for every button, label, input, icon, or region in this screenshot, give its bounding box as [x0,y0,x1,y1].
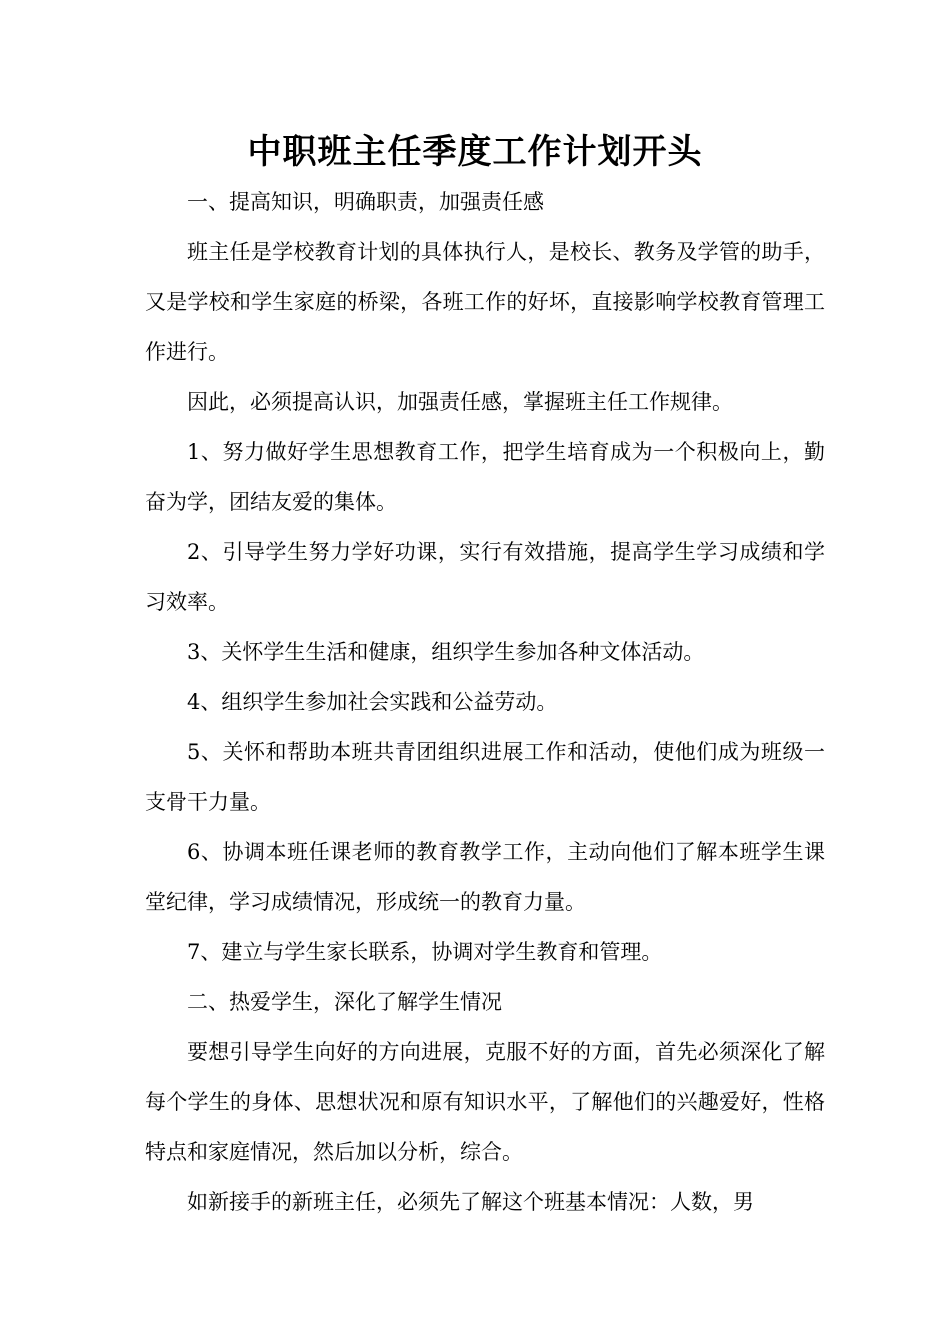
document-title: 中职班主任季度工作计划开头 [247,132,703,172]
list-item-5: 5、关怀和帮助本班共青团组织进展工作和活动，使他们成为班级一支骨干力量。 [145,740,825,814]
list-item-2: 2、引导学生努力学好功课，实行有效措施，提高学生学习成绩和学习效率。 [145,540,825,614]
paragraph-understand: 要想引导学生向好的方向进展，克服不好的方面，首先必须深化了解每个学生的身体、思想状况和原有知识水平，了解他们的兴趣爱好，性格特点和家庭情况，然后加以分析，综合。 [145,1040,825,1164]
list-item-3: 3、关怀学生生活和健康，组织学生参加各种文体活动。 [187,640,705,664]
paragraph-new-teacher: 如新接手的新班主任，必须先了解这个班基本情况：人数，男 [187,1190,754,1214]
list-item-7: 7、建立与学生家长联系，协调对学生教育和管理。 [187,940,663,964]
section-heading-2: 二、热爱学生，深化了解学生情况 [187,990,502,1014]
list-item-4: 4、组织学生参加社会实践和公益劳动。 [187,690,558,714]
list-item-1: 1、努力做好学生思想教育工作，把学生培育成为一个积极向上，勤奋为学，团结友爱的集体。 [145,440,825,514]
section-heading-1: 一、提高知识，明确职责，加强责任感 [187,190,544,214]
document-body [145,177,825,1227]
list-item-6: 6、协调本班任课老师的教育教学工作，主动向他们了解本班学生课堂纪律，学习成绩情况，形成统一的教育力量。 [145,840,825,914]
paragraph-intro: 班主任是学校教育计划的具体执行人，是校长、教务及学管的助手，又是学校和学生家庭的桥梁，各班工作的好坏，直接影响学校教育管理工作进行。 [145,240,825,364]
paragraph-therefore: 因此，必须提高认识，加强责任感，掌握班主任工作规律。 [187,390,733,414]
